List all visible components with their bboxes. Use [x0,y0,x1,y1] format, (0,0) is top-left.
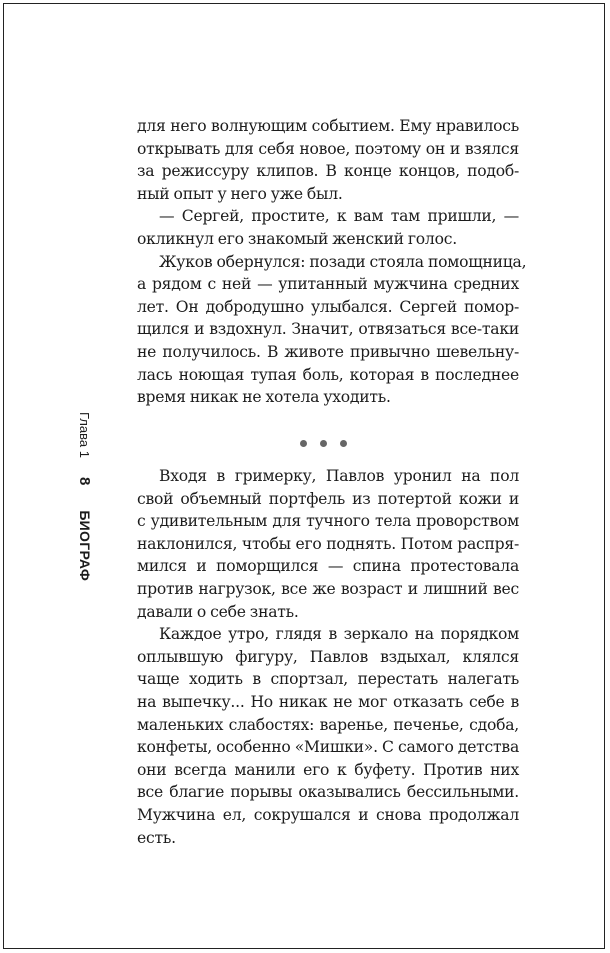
text-line: Мужчина ел, сокрушался и снова продолжал [137,805,519,824]
text-line: ный опыт у него уже был. [137,184,343,203]
text-line: они всегда манили его к буфету. Против них [137,760,519,779]
text-line: лась ноющая тупая боль, которая в последнее [137,365,519,384]
text-line: все благие порывы оказывались бессильными. [137,783,519,802]
text-line: маленьких слабостях: варенье, печенье, сдоба, [137,715,519,734]
book-title: БИОГРАФ [77,510,93,582]
text-line: а рядом с ней — упитанный мужчина средних [137,275,519,294]
separator-dot-icon [340,440,347,447]
text-line: наклонился, чтобы его поднять. Потом распря- [137,534,519,553]
text-line: конфеты, особенно «Мишки». С самого детства [137,738,519,757]
text-line: против нагрузок, все же возраст и лишний вес [137,579,519,598]
page-number: 8 [76,476,93,486]
text-line: Каждое утро, глядя в зеркало на порядком [159,625,519,644]
paragraph [137,623,519,849]
text-line: окликнул его знакомый женский голос. [137,229,457,248]
text-line: чаще ходить в спортзал, перестать налегать [137,670,519,689]
text-line: есть. [137,828,176,847]
text-line: время никак не хотела уходить. [137,388,391,407]
text-line: давали о себе знать. [137,602,299,621]
text-line: свой объемный портфель из потертой кожи и [137,489,519,508]
text-line: не получилось. В животе привычно шевельну- [137,342,519,361]
text-line: Жуков обернулся: позади стояла помощница, [159,252,527,271]
text-line: за режиссуру клипов. В конце концов, подоб- [137,162,519,181]
text-block-2 [137,465,519,849]
text-line: на выпечку... Но никак не мог отказать себе в [137,692,519,711]
paragraph [137,251,527,409]
section-separator [300,440,347,447]
separator-dot-icon [320,440,327,447]
separator-dot-icon [300,440,307,447]
text-line: оплывшую фигуру, Павлов вздыхал, клялся [137,647,519,666]
text-line: Входя в гримерку, Павлов уронил на пол [159,467,519,485]
text-line: лет. Он добродушно улыбался. Сергей помор- [137,297,519,316]
chapter-label: Глава 1 [77,412,92,458]
paragraph [137,205,519,250]
text-line: мился и поморщился — спина протестовала [137,557,519,576]
text-line: с удивительным для тучного тела проворством [137,512,519,531]
text-line: — Сергей, простите, к вам там пришли, — [159,207,519,226]
running-head [76,412,93,581]
text-line: открывать для себя новое, поэтому он и взялся [137,139,519,158]
text-block-1 [137,115,527,409]
text-line: для него волнующим событием. Ему нравилось [137,117,519,135]
text-line: щился и вздохнул. Значит, отвязаться все-таки [137,320,519,339]
paragraph [137,465,519,623]
paragraph [137,115,519,205]
